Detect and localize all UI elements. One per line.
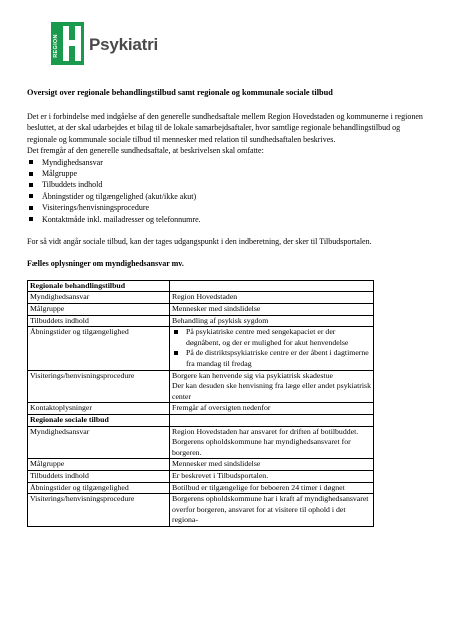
table-value: Borgerens opholdskommune har i kraft af myndighedsansvaret overfor borgeren, ansvaret for at visitere til ophold i det regiona- — [170, 494, 374, 527]
table-key: Målgruppe — [28, 459, 170, 471]
table-key: Åbningstider og tilgængelighed — [28, 482, 170, 494]
social-note: For så vidt angår sociale tilbud, kan der tages udgangspunkt i den indberetning, der sker til Tilbudsportalen. — [27, 237, 372, 247]
info-table — [27, 280, 374, 527]
table-value: Mennesker med sindslidelse — [170, 304, 374, 316]
list-item: Visiterings/henvisningsprocedure — [27, 202, 427, 213]
table-key: Tilbuddets indhold — [28, 315, 170, 327]
list-item: Myndighedsansvar — [27, 157, 427, 168]
table-value: Fremgår af oversigten nedenfor — [170, 403, 374, 415]
table-section-heading: Regionale sociale tilbud — [28, 415, 170, 427]
table-row — [28, 459, 374, 471]
table-value: Behandling af psykisk sygdom — [170, 315, 374, 327]
table-row — [28, 470, 374, 482]
table-row — [28, 426, 374, 459]
table-key: Visiterings/henvisningsprocedure — [28, 370, 170, 403]
table-row — [28, 280, 374, 292]
table-key: Myndighedsansvar — [28, 426, 170, 459]
table-value: Region Hovedstaden har ansvaret for driften af botilbuddet. Borgerens opholdskommune har myndighedsansvaret for borgeren. — [170, 426, 374, 459]
logo-region-text: REGION — [53, 34, 59, 58]
list-item: Målgruppe — [27, 168, 427, 179]
table-value: Botilbud er tilgængelige for beboeren 24 timer i døgnet — [170, 482, 374, 494]
table-row — [28, 494, 374, 527]
table-section-heading: Regionale behandlingstilbud — [28, 280, 170, 292]
table-key: Målgruppe — [28, 304, 170, 316]
list-item: På psykiatriske centre med sengekapaciet er der døgnåbent, og der er mulighed for akut henvendelse — [172, 327, 371, 348]
list-item: Kontaktmåde inkl. mailadresser og telefonnumre. — [27, 214, 427, 225]
section-heading: Fælles oplysninger om myndighedsansvar mv. — [27, 259, 184, 269]
document-title: Oversigt over regionale behandlingstilbud samt regionale og kommunale sociale tilbud — [27, 88, 333, 97]
table-key: Myndighedsansvar — [28, 292, 170, 304]
table-row — [28, 292, 374, 304]
table-row — [28, 327, 374, 370]
table-value — [170, 327, 374, 370]
table-row — [28, 315, 374, 327]
table-value: Region Hovedstaden — [170, 292, 374, 304]
referral-text: Der kan desuden ske henvisning fra læge eller andet psykiatrisk center — [172, 381, 371, 401]
region-h-logo-icon — [51, 22, 84, 65]
list-item: På de distriktspsykiatriske centre er der åbent i dagtimerne fra mandag til fredag — [172, 348, 371, 369]
list-item: Åbningstider og tilgængelighed (akut/ikke akut) — [27, 191, 427, 202]
opening-hours-list — [172, 327, 371, 369]
logo-wordmark: Psykiatri — [89, 34, 159, 54]
table-key: Visiterings/henvisningsprocedure — [28, 494, 170, 527]
scope-list — [27, 157, 427, 225]
table-row — [28, 415, 374, 427]
table-value: Mennesker med sindslidelse — [170, 459, 374, 471]
region-psykiatri-logo — [51, 22, 158, 65]
table-key: Åbningstider og tilgængelighed — [28, 327, 170, 370]
table-row — [28, 370, 374, 403]
table-row — [28, 482, 374, 494]
table-row — [28, 304, 374, 316]
table-key: Kontaktoplysninger — [28, 403, 170, 415]
scope-lead: Det fremgår af den generelle sundhedsaftale, at beskrivelsen skal omfatte: — [27, 146, 264, 156]
referral-text: Borgere kan henvende sig via psykiatrisk skadestue — [172, 370, 333, 380]
document-body — [27, 87, 427, 527]
intro-paragraph: Det er i forbindelse med indgåelse af den generelle sundhedsaftale mellem Region Hovedstaden og kommunerne i regionen besluttet, at der skal udarbejdes et bilag til de lokale samarbejdsaftaler, hvor samtlige regionale behandlingstilbud og regionale og kommunale sociale tilbud til mennesker med relation til sundhedsaftalen beskrives. — [27, 112, 423, 144]
table-value: Er beskrevet i Tilbudsportalen. — [170, 470, 374, 482]
table-row — [28, 403, 374, 415]
list-item: Tilbuddets indhold — [27, 179, 427, 190]
table-value — [170, 370, 374, 403]
table-key: Tilbuddets indhold — [28, 470, 170, 482]
